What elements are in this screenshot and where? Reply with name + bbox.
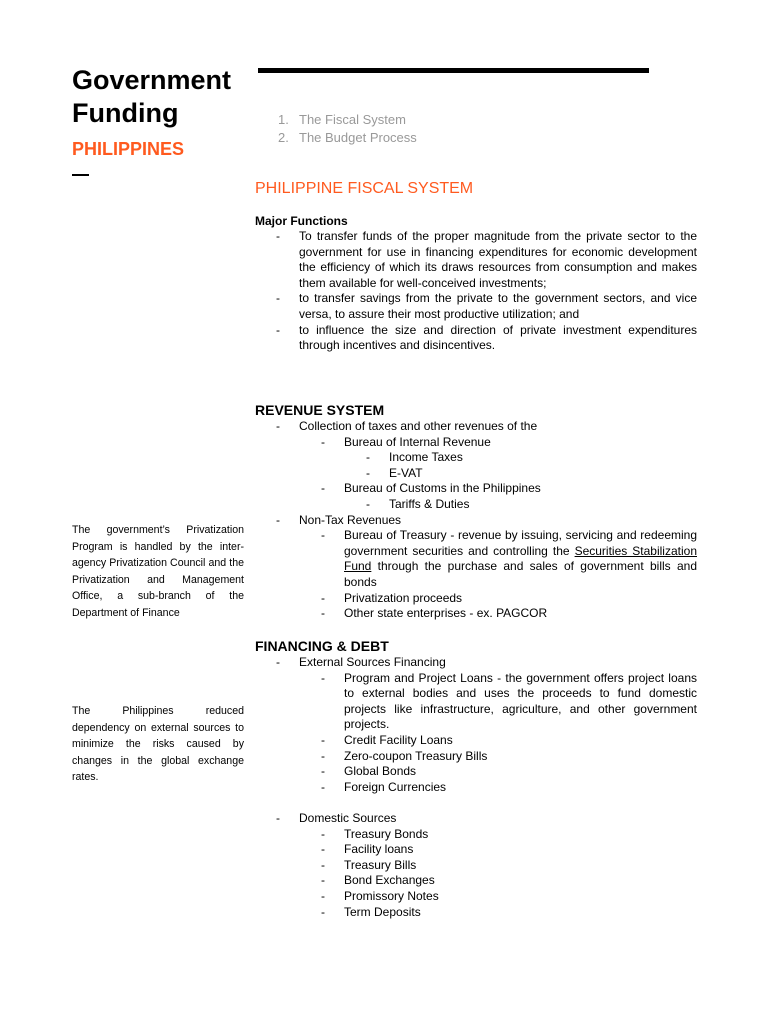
toc-label: The Fiscal System xyxy=(299,112,406,127)
list-item: - Program and Project Loans - the government offers project loans to external bodies and uses the proceeds to fund domestic projects like infrastructure, agriculture, and other government projects. xyxy=(299,671,697,733)
securities-stabilization-fund-link: Securities Stabilization Fund xyxy=(344,543,697,574)
list-item: - Facility loans xyxy=(299,842,697,858)
sidenote-dependency: The Philippines reduced dependency on external sources to minimize the risks caused by changes in the global exchange rates. xyxy=(72,705,244,783)
bir-sublist xyxy=(299,450,697,481)
list-item: - To transfer funds of the proper magnitude from the private sector to the government for use in financing expenditures for economic development the efficiency of which its draws resources from consumption and makes them available for well-conceived investments; xyxy=(255,229,697,291)
list-item xyxy=(255,655,697,795)
major-functions-list xyxy=(255,229,697,354)
page-subtitle: PHILIPPINES xyxy=(72,139,185,159)
title-dash xyxy=(72,174,89,176)
list-item: - Privatization proceeds xyxy=(299,591,697,607)
major-functions-heading: Major Functions xyxy=(255,214,348,228)
list-item: - Other state enterprises - ex. PAGCOR xyxy=(299,606,697,622)
non-tax-text: Non-Tax Revenues xyxy=(299,512,402,527)
toc-number: 2. xyxy=(278,130,289,145)
domestic-sources-text: Domestic Sources xyxy=(299,810,397,825)
treasury-text-end: through the purchase and sales of government bills and bonds xyxy=(344,559,697,589)
list-item: - to transfer savings from the private to the government sectors, and vice versa, to assure their most productive utilization; and xyxy=(255,291,697,322)
sidenote-privatization: The government’s Privatization Program is handled by the inter-agency Privatization Council and the Privatization and Management Office, a sub-branch of the Department of Finance xyxy=(72,524,244,619)
list-item xyxy=(255,811,697,920)
list-item xyxy=(299,435,697,482)
toc-number: 1. xyxy=(278,112,289,127)
list-item: - to influence the size and direction of private investment expenditures through incentives and disincentives. xyxy=(255,323,697,354)
list-item: - Treasury Bonds xyxy=(299,827,697,843)
list-item: - Income Taxes xyxy=(344,450,697,466)
revenue-list xyxy=(255,419,697,622)
list-item xyxy=(299,528,697,590)
revenue-heading: REVENUE SYSTEM xyxy=(255,402,385,418)
list-item: - Treasury Bills xyxy=(299,858,697,874)
list-item: - Foreign Currencies xyxy=(299,780,697,796)
list-item: - Zero-coupon Treasury Bills xyxy=(299,749,697,765)
list-item: - Global Bonds xyxy=(299,764,697,780)
financing-heading: FINANCING & DEBT xyxy=(255,638,389,654)
title-block xyxy=(72,64,257,176)
list-item xyxy=(299,481,697,512)
top-rule xyxy=(258,68,649,73)
domestic-sublist xyxy=(299,827,697,921)
page-title-line2: Funding xyxy=(72,98,179,128)
financing-section xyxy=(255,638,697,920)
list-item: - Credit Facility Loans xyxy=(299,733,697,749)
external-sources-text: External Sources Financing xyxy=(299,655,446,669)
list-item xyxy=(255,513,697,622)
list-item: - E-VAT xyxy=(344,466,697,482)
external-sublist xyxy=(299,671,697,796)
table-of-contents xyxy=(278,111,417,147)
list-item: - Term Deposits xyxy=(299,905,697,921)
customs-text: Bureau of Customs in the Philippines xyxy=(344,481,541,496)
toc-item xyxy=(278,111,417,129)
customs-sublist xyxy=(299,497,697,513)
list-item: - Bond Exchanges xyxy=(299,873,697,889)
fiscal-heading: PHILIPPINE FISCAL SYSTEM xyxy=(255,180,474,197)
list-item xyxy=(255,419,697,513)
collection-text: Collection of taxes and other revenues of the xyxy=(299,419,538,433)
toc-label: The Budget Process xyxy=(299,130,417,145)
toc-item xyxy=(278,129,417,147)
treasury-text: Bureau of Treasury - revenue by issuing, servicing and redeeming government securities and controlling the xyxy=(344,528,697,558)
non-tax-sublist xyxy=(299,528,697,622)
revenue-sublist xyxy=(299,435,697,513)
fiscal-section xyxy=(255,179,697,354)
revenue-section xyxy=(255,402,697,622)
financing-list xyxy=(255,655,697,920)
list-item: - Tariffs & Duties xyxy=(344,497,697,513)
bir-text: Bureau of Internal Revenue xyxy=(344,434,491,449)
list-item: - Promissory Notes xyxy=(299,889,697,905)
page-title-line1: Government xyxy=(72,65,232,95)
